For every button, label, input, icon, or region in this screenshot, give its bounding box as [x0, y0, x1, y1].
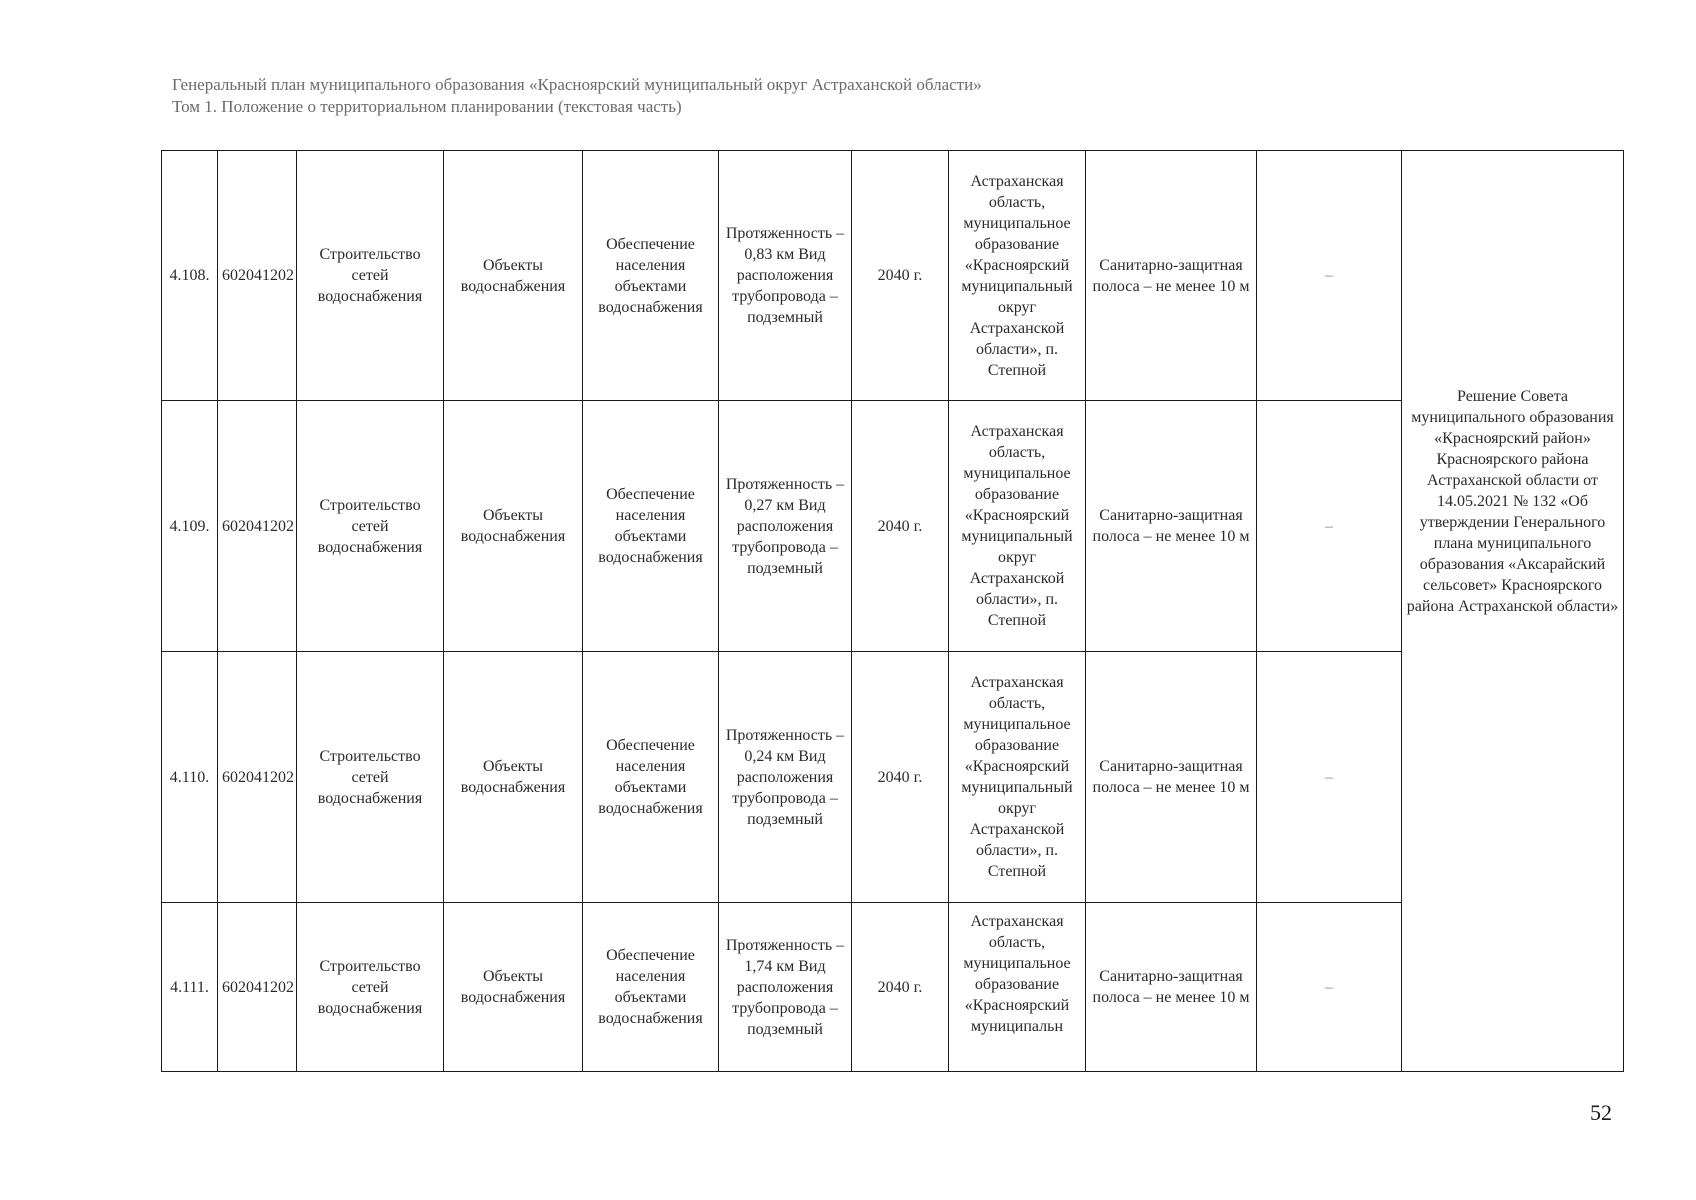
- location-cell: Астраханская область, муниципальное образование «Красноярский муниципальный округ Астраханской области», п. Степной: [949, 401, 1086, 652]
- object-code-cell: 602041202: [218, 652, 297, 903]
- object-type-cell: Объекты водоснабжения: [444, 652, 583, 903]
- document-header: [172, 74, 982, 118]
- object-type-cell: Объекты водоснабжения: [444, 903, 583, 1072]
- planning-objects-table: [161, 150, 1624, 1072]
- year-cell: 2040 г.: [852, 652, 949, 903]
- characteristics-cell: Протяженность – 0,83 км Вид расположения трубопровода – подземный: [719, 151, 852, 401]
- basis-cell: Решение Совета муниципального образования «Красноярский район» Красноярского района Астраханской области от 14.05.2021 № 132 «Об утверждении Генерального плана муниципального образования «Аксарайский сельсовет» Красноярского района Астраханской области»: [1402, 151, 1624, 1072]
- object-name-cell: Строительство сетей водоснабжения: [297, 401, 444, 652]
- table-row: [162, 151, 1624, 401]
- characteristics-cell: Протяженность – 0,24 км Вид расположения трубопровода – подземный: [719, 652, 852, 903]
- purpose-cell: Обеспечение населения объектами водоснабжения: [583, 903, 719, 1072]
- row-number-cell: 4.108.: [162, 151, 218, 401]
- header-title-line: Генеральный план муниципального образования «Красноярский муниципальный округ Астраханской области»: [172, 75, 982, 94]
- object-type-cell: Объекты водоснабжения: [444, 401, 583, 652]
- header-volume-line: Том 1. Положение о территориальном планировании (текстовая часть): [172, 97, 682, 116]
- object-name-cell: Строительство сетей водоснабжения: [297, 151, 444, 401]
- purpose-cell: Обеспечение населения объектами водоснабжения: [583, 401, 719, 652]
- note-cell: –: [1257, 652, 1402, 903]
- location-cell: Астраханская область, муниципальное образование «Красноярский муниципальный округ Астраханской области», п. Степной: [949, 151, 1086, 401]
- location-cell: Астраханская область, муниципальное образование «Красноярский муниципальный округ Астраханской области», п. Степной: [949, 652, 1086, 903]
- object-code-cell: 602041202: [218, 903, 297, 1072]
- zone-cell: Санитарно-защитная полоса – не менее 10 м: [1086, 401, 1257, 652]
- year-cell: 2040 г.: [852, 151, 949, 401]
- row-number-cell: 4.110.: [162, 652, 218, 903]
- zone-cell: Санитарно-защитная полоса – не менее 10 м: [1086, 151, 1257, 401]
- purpose-cell: Обеспечение населения объектами водоснабжения: [583, 652, 719, 903]
- object-name-cell: Строительство сетей водоснабжения: [297, 903, 444, 1072]
- purpose-cell: Обеспечение населения объектами водоснабжения: [583, 151, 719, 401]
- object-code-cell: 602041202: [218, 151, 297, 401]
- note-cell: –: [1257, 401, 1402, 652]
- object-code-cell: 602041202: [218, 401, 297, 652]
- row-number-cell: 4.111.: [162, 903, 218, 1072]
- object-type-cell: Объекты водоснабжения: [444, 151, 583, 401]
- zone-cell: Санитарно-защитная полоса – не менее 10 м: [1086, 903, 1257, 1072]
- year-cell: 2040 г.: [852, 903, 949, 1072]
- characteristics-cell: Протяженность – 0,27 км Вид расположения трубопровода – подземный: [719, 401, 852, 652]
- note-cell: –: [1257, 151, 1402, 401]
- location-cell: Астраханская область, муниципальное образование «Красноярский муниципальн: [949, 903, 1086, 1072]
- page-number: 52: [1590, 1100, 1612, 1125]
- characteristics-cell: Протяженность – 1,74 км Вид расположения трубопровода – подземный: [719, 903, 852, 1072]
- zone-cell: Санитарно-защитная полоса – не менее 10 м: [1086, 652, 1257, 903]
- object-name-cell: Строительство сетей водоснабжения: [297, 652, 444, 903]
- year-cell: 2040 г.: [852, 401, 949, 652]
- row-number-cell: 4.109.: [162, 401, 218, 652]
- note-cell: –: [1257, 903, 1402, 1072]
